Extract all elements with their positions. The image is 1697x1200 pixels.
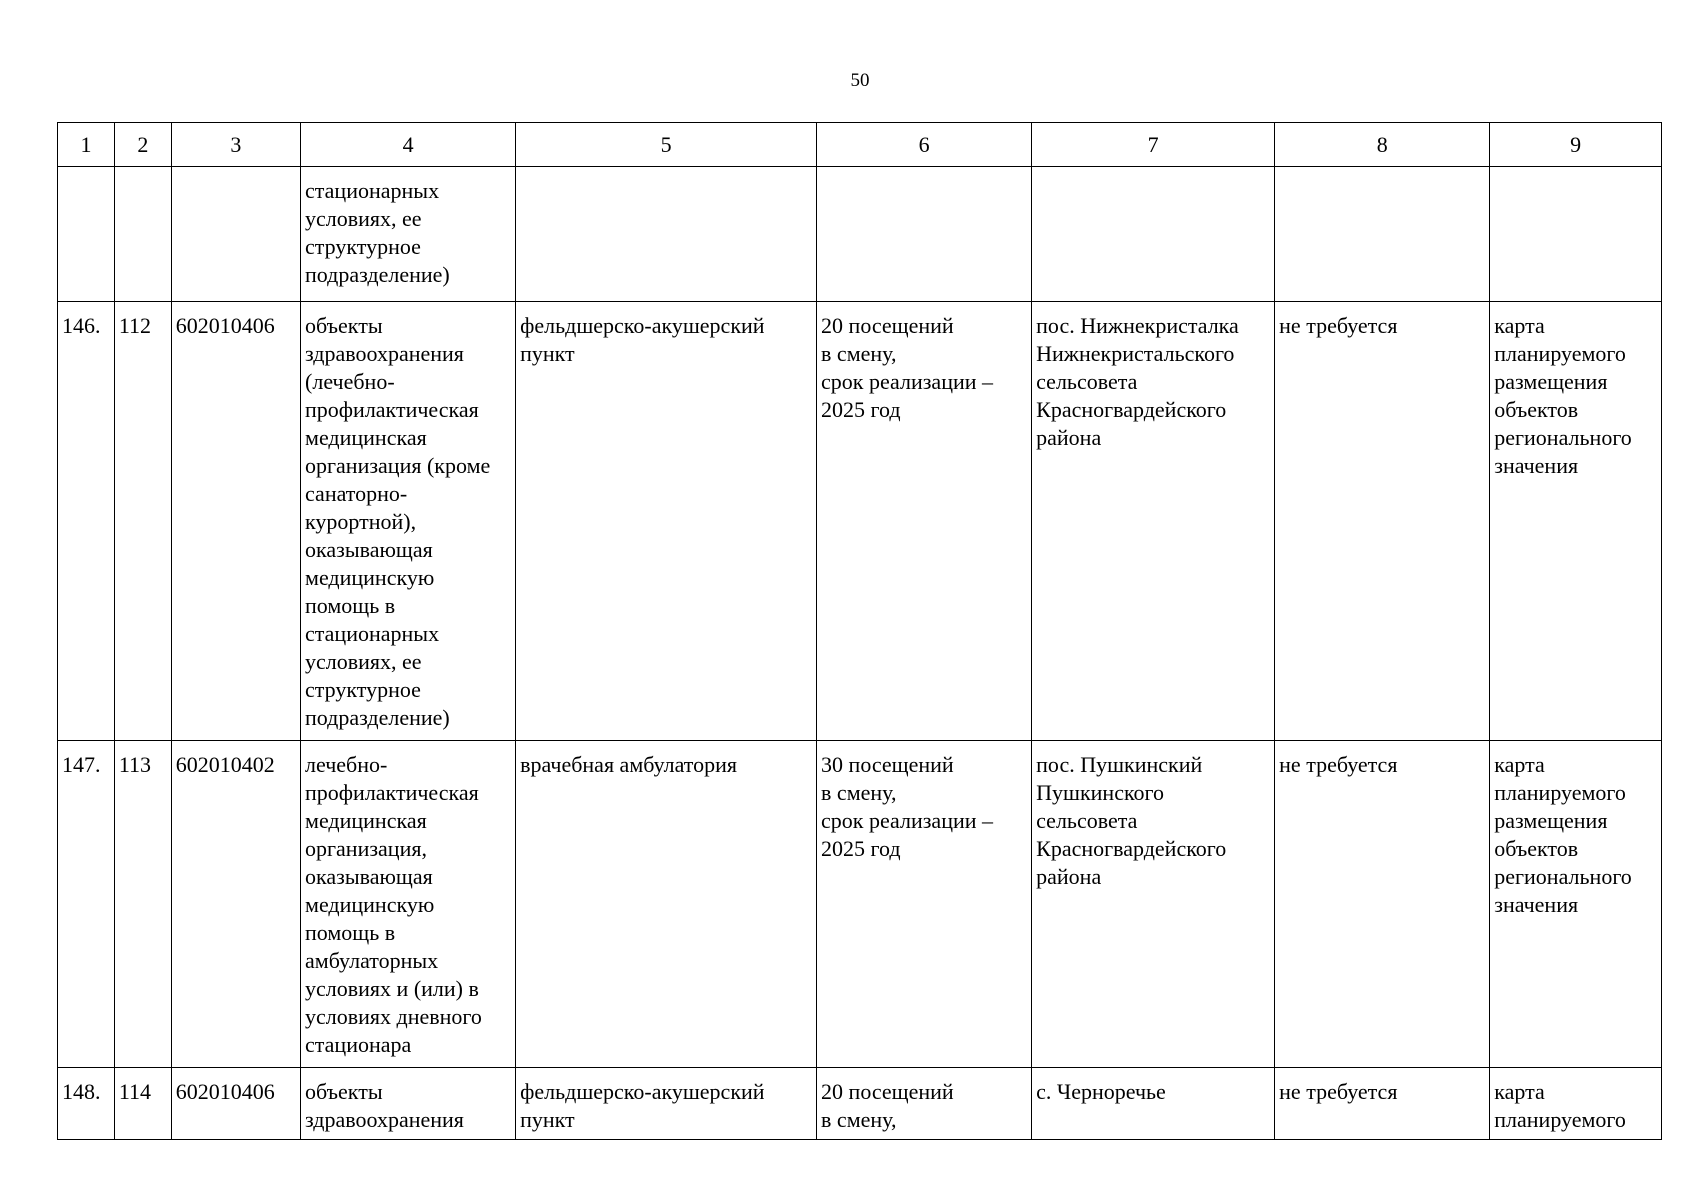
table-cell-zone: не требуется: [1275, 741, 1490, 1068]
table-row: [58, 741, 1662, 1068]
table-cell-number: 147.: [58, 741, 115, 1068]
table-cell: [58, 167, 115, 302]
document-table: [57, 122, 1662, 1140]
table-cell-map: карта планируемого: [1490, 1068, 1662, 1140]
table-cell-object-name: фельдшерско-акушерский пункт: [516, 302, 817, 741]
table-cell-characteristics: 30 посещений в смену, срок реализации – 2025 год: [817, 741, 1032, 1068]
table-cell: [1275, 167, 1490, 302]
table-row: [58, 302, 1662, 741]
column-header: 7: [1032, 123, 1275, 167]
table-header-row: [58, 123, 1662, 167]
table-cell-map: карта планируемого размещения объектов регионального значения: [1490, 302, 1662, 741]
table-cell-number: 148.: [58, 1068, 115, 1140]
column-header: 1: [58, 123, 115, 167]
column-header: 4: [301, 123, 516, 167]
column-header: 3: [171, 123, 300, 167]
table-cell-object-type: стационарных условиях, ее структурное подразделение): [301, 167, 516, 302]
table-cell-code: 602010402: [171, 741, 300, 1068]
column-header: 5: [516, 123, 817, 167]
table-cell-characteristics: 20 посещений в смену, срок реализации – 2025 год: [817, 302, 1032, 741]
table-cell: [114, 167, 171, 302]
table-cell-characteristics: 20 посещений в смену,: [817, 1068, 1032, 1140]
table-cell-object-type: объекты здравоохранения (лечебно- профилактическая медицинская организация (кроме санаторно- курортной), оказывающая медицинскую помощь в стационарных условиях, ее структурное подразделение): [301, 302, 516, 741]
table-cell-object-name: врачебная амбулатория: [516, 741, 817, 1068]
column-header: 8: [1275, 123, 1490, 167]
table-cell-code: 602010406: [171, 1068, 300, 1140]
table-cell: [1032, 167, 1275, 302]
table-cell: [1490, 167, 1662, 302]
table-cell-object-type: объекты здравоохранения: [301, 1068, 516, 1140]
table-cell-map: карта планируемого размещения объектов регионального значения: [1490, 741, 1662, 1068]
table-cell: [171, 167, 300, 302]
column-header: 6: [817, 123, 1032, 167]
table-cell-location: с. Черноречье: [1032, 1068, 1275, 1140]
table-cell-zone: не требуется: [1275, 1068, 1490, 1140]
table-row-continuation: [58, 167, 1662, 302]
table-cell-index: 114: [114, 1068, 171, 1140]
table-cell-object-type: лечебно- профилактическая медицинская организация, оказывающая медицинскую помощь в амбулаторных условиях и (или) в условиях дневного стационара: [301, 741, 516, 1068]
column-header: 2: [114, 123, 171, 167]
table-cell-object-name: фельдшерско-акушерский пункт: [516, 1068, 817, 1140]
table-cell: [817, 167, 1032, 302]
table-cell-number: 146.: [58, 302, 115, 741]
table-cell-zone: не требуется: [1275, 302, 1490, 741]
column-header: 9: [1490, 123, 1662, 167]
table-cell-code: 602010406: [171, 302, 300, 741]
table-cell-location: пос. Нижнекристалка Нижнекристальского сельсовета Красногвардейского района: [1032, 302, 1275, 741]
table-cell-location: пос. Пушкинский Пушкинского сельсовета Красногвардейского района: [1032, 741, 1275, 1068]
table-row: [58, 1068, 1662, 1140]
table-cell-index: 113: [114, 741, 171, 1068]
table-cell: [516, 167, 817, 302]
table-cell-index: 112: [114, 302, 171, 741]
page-number: 50: [850, 70, 870, 91]
